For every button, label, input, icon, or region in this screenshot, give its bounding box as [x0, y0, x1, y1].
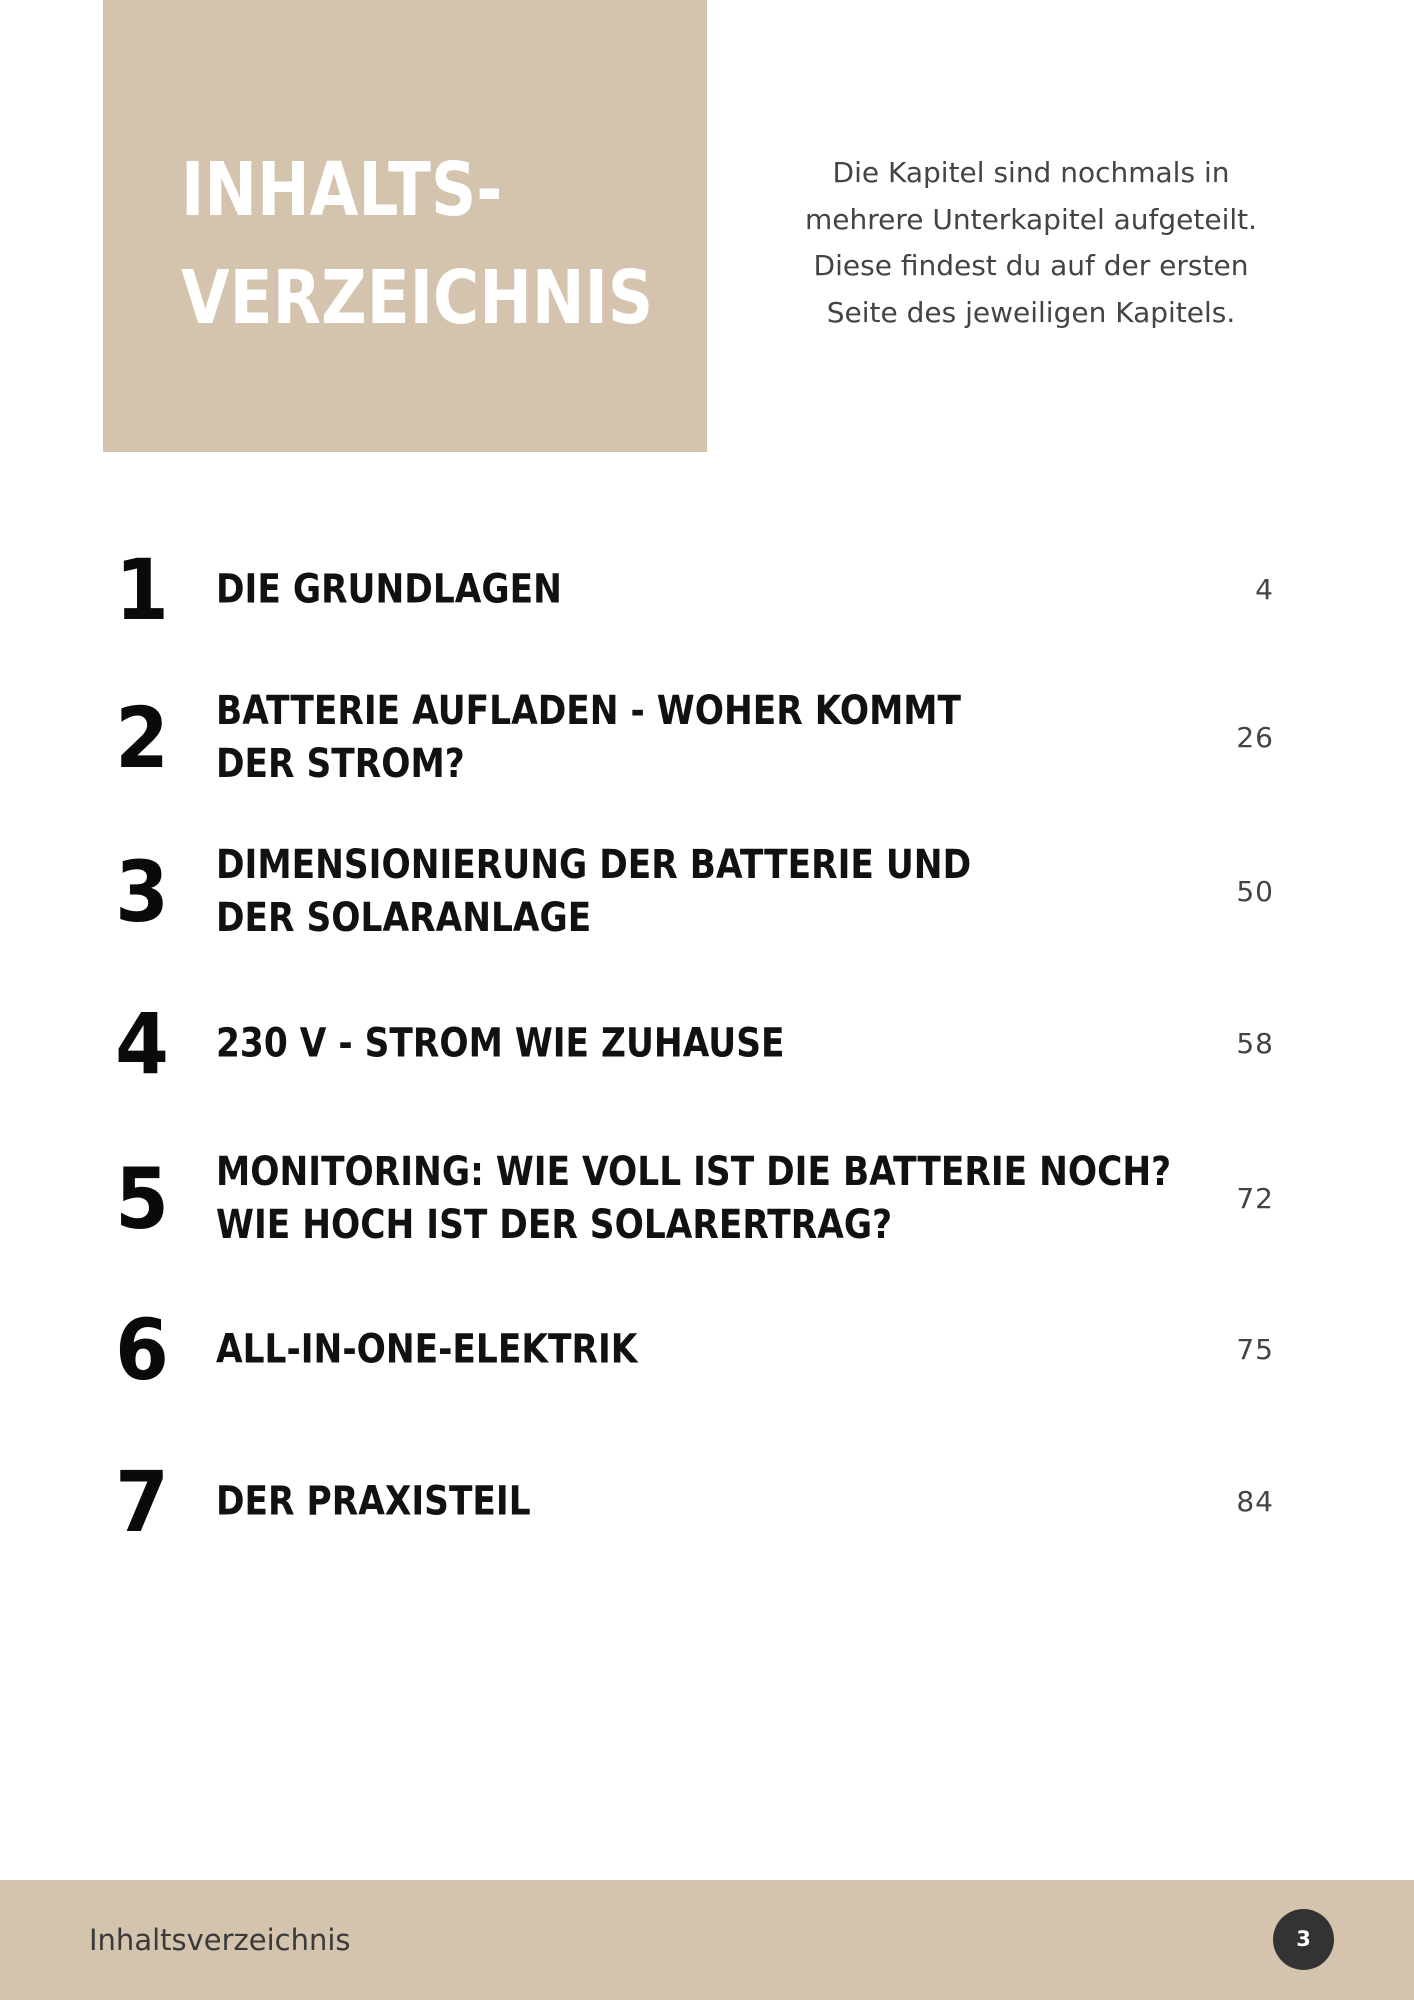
chapter-page-number: 4 — [1255, 573, 1274, 606]
intro-line: Diese findest du auf der ersten — [813, 249, 1249, 282]
page-title-line-1: INHALTS- — [181, 147, 503, 233]
chapter-title-line: DER STROM? — [216, 741, 465, 787]
chapter-title-line: BATTERIE AUFLADEN - WOHER KOMMT — [216, 688, 962, 734]
chapter-number: 3 — [115, 843, 169, 941]
chapter-title-line: DER SOLARANLAGE — [216, 895, 592, 941]
intro-line: Die Kapitel sind nochmals in — [832, 156, 1230, 189]
chapter-page-number: 75 — [1236, 1333, 1274, 1366]
page-footer — [0, 1880, 1414, 2000]
chapter-page-number: 58 — [1236, 1027, 1274, 1060]
chapter-title-line: DIE GRUNDLAGEN — [216, 566, 562, 613]
intro-line: Seite des jeweiligen Kapitels. — [826, 295, 1236, 329]
chapter-number: 6 — [115, 1301, 169, 1399]
chapter-title — [216, 685, 961, 791]
chapter-page-number: 84 — [1236, 1485, 1274, 1518]
chapter-title-line: 230 V - STROM WIE ZUHAUSE — [216, 1020, 785, 1067]
chapter-title — [216, 839, 971, 945]
chapter-title — [216, 564, 562, 617]
chapter-page-number: 72 — [1236, 1182, 1274, 1215]
chapter-number: 5 — [115, 1150, 169, 1248]
chapter-number: 2 — [115, 689, 169, 787]
footer-section-label: Inhaltsverzeichnis — [89, 1923, 351, 1957]
page-title-line-2: VERZEICHNIS — [181, 255, 654, 341]
chapter-title — [216, 1324, 637, 1377]
chapter-page-number: 50 — [1236, 875, 1274, 908]
chapter-title-line: WIE HOCH IST DER SOLARERTRAG? — [216, 1202, 893, 1248]
chapter-number: 7 — [115, 1453, 169, 1551]
page-number-badge: 3 — [1273, 1909, 1334, 1970]
chapter-page-number: 26 — [1236, 721, 1274, 754]
intro-line: mehrere Unterkapitel aufgeteilt. — [804, 202, 1258, 236]
chapter-title — [216, 1146, 1171, 1252]
intro-text — [770, 150, 1292, 336]
chapter-number: 1 — [115, 541, 169, 639]
chapter-title-line: ALL-IN-ONE-ELEKTRIK — [216, 1326, 638, 1373]
title-block — [103, 0, 707, 452]
chapter-title-line: MONITORING: WIE VOLL IST DIE BATTERIE NOCH? — [216, 1149, 1172, 1195]
chapter-title-line: DER PRAXISTEIL — [216, 1478, 531, 1525]
chapter-title — [216, 1018, 784, 1071]
chapter-title — [216, 1476, 531, 1529]
chapter-title-line: DIMENSIONIERUNG DER BATTERIE UND — [216, 842, 972, 888]
chapter-number: 4 — [115, 995, 169, 1093]
